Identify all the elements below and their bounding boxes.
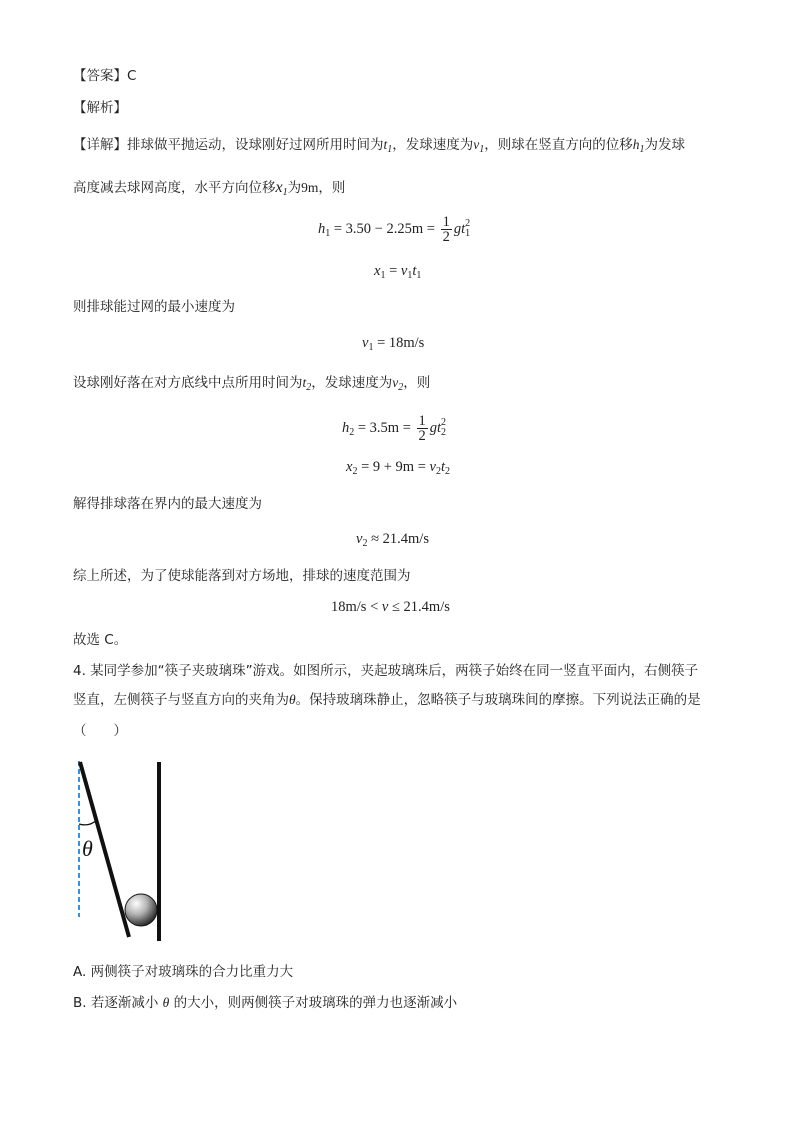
glass-bead	[125, 894, 157, 926]
detail-text: 排球做平抛运动，设球刚好过网所用时间为	[127, 137, 384, 153]
text-min-speed: 则排球能过网的最小速度为	[73, 299, 235, 315]
question-4-line-2: 竖直，左侧筷子与竖直方向的夹角为θ。保持玻璃珠静止，忽略筷子与玻璃珠间的摩擦。下列说法正确的是	[73, 692, 701, 708]
answer-line	[73, 66, 136, 86]
symbol-v2: $v_2$	[392, 375, 404, 393]
symbol-t1: $t_1$	[383, 137, 393, 155]
option-a: A. 两侧筷子对玻璃珠的合力比重力大	[73, 964, 294, 980]
text-summary: 综上所述，为了使球能落到对方场地，排球的速度范围为	[73, 568, 411, 584]
symbol-x1: $x_1$	[275, 179, 288, 198]
equation-h1: $h_1 = 3.50 - 2.25m$ = $\frac{1}{2}$ $gt_1^2$	[318, 214, 471, 246]
symbol-theta: θ	[289, 692, 296, 707]
detail-text: ，则	[318, 180, 346, 196]
equation-x1: $x_1 = v_1t_1$	[374, 263, 422, 281]
question-4-line-3: （ ）	[73, 723, 127, 739]
equation-v2: $v_2 \approx 21.4m/s$	[356, 531, 429, 549]
answer-value: C	[127, 68, 137, 84]
question-4-line-1: 4. 某同学参加“筷子夹玻璃珠”游戏。如图所示，夹起玻璃珠后，两筷子始终在同一竖直平面内，右侧筷子	[73, 663, 699, 679]
detail-text: ，发球速度为	[392, 137, 474, 153]
symbol-v1: $v_1$	[473, 137, 485, 155]
equation-h2: $h_2 = 3.5m$ = $\frac{1}{2}$ $gt_2^2$	[342, 413, 447, 445]
symbol-h1: $h_1$	[632, 137, 645, 155]
chopsticks-figure	[66, 757, 186, 947]
text-choose: 故选 C。	[73, 632, 128, 648]
text-max-speed: 解得排球落在界内的最大速度为	[73, 496, 262, 512]
equation-x2: $x_2 = 9 + 9m = v_2t_2$	[346, 459, 450, 477]
detail-line-1	[73, 135, 685, 160]
detail-text: 为发球	[644, 137, 686, 153]
detail-text: 为	[287, 180, 302, 196]
equation-range: 18m/s < v ≤ 21.4m/s	[331, 599, 450, 615]
detail-text: ，则球在竖直方向的位移	[484, 137, 633, 153]
symbol-t2: $t_2$	[302, 375, 312, 393]
detail-label: 【详解】	[73, 137, 127, 153]
symbol-theta: θ	[162, 995, 170, 1010]
option-b: B. 若逐渐减小 θ 的大小，则两侧筷子对玻璃珠的弹力也逐渐减小	[73, 995, 458, 1011]
angle-arc	[79, 820, 97, 825]
distance-value: 9m	[301, 180, 319, 195]
answer-label: 【答案】	[73, 68, 127, 84]
analysis-label: 【解析】	[73, 100, 127, 116]
angle-theta-label: θ	[82, 836, 93, 861]
detail-text: 高度减去球网高度，水平方向位移	[73, 180, 276, 196]
detail-line-2	[73, 178, 345, 203]
text-set-2: 设球刚好落在对方底线中点所用时间为$t_2$，发球速度为$v_2$，则	[73, 375, 431, 393]
equation-v1: $v_1 = 18m/s$	[362, 335, 425, 353]
